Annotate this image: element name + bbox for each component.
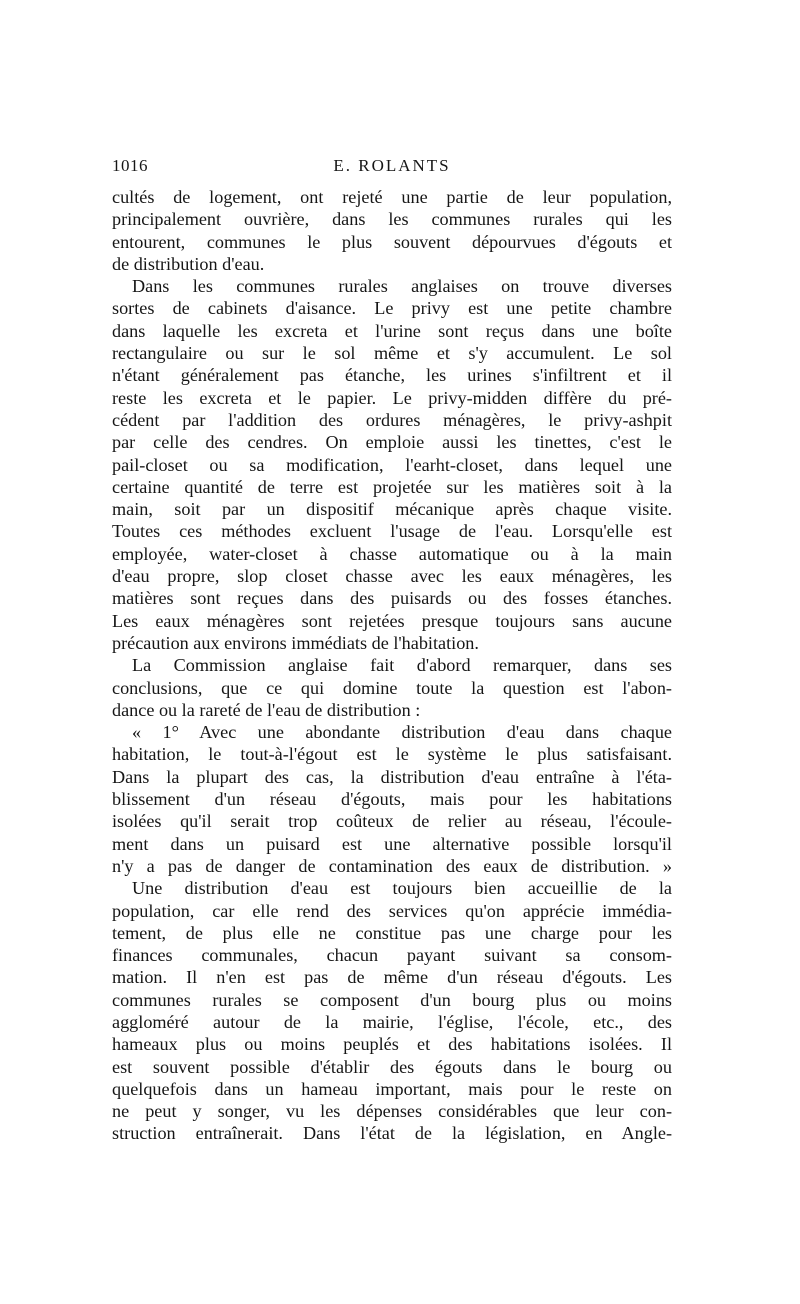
text-line: de distribution d'eau. bbox=[112, 253, 265, 274]
text-line: n'y a pas de danger de contamination des eaux de distribution. » bbox=[112, 855, 672, 876]
text-line: communes rurales se composent d'un bourg plus ou moins bbox=[112, 989, 672, 1010]
text-line: quelquefois dans un hameau important, mais pour le reste on bbox=[112, 1078, 672, 1099]
page-number: 1016 bbox=[112, 156, 148, 175]
text-line: struction entraînerait. Dans l'état de la législation, en Angle- bbox=[112, 1123, 672, 1144]
text-line: Les eaux ménagères sont rejetées presque toujours sans aucune bbox=[112, 610, 672, 631]
text-line: aggloméré autour de la mairie, l'église, l'école, etc., des bbox=[112, 1011, 672, 1032]
running-head bbox=[112, 156, 672, 180]
text-line: n'étant généralement pas étanche, les urines s'infiltrent et il bbox=[112, 365, 672, 386]
text-line: d'eau propre, slop closet chasse avec les eaux ménagères, les bbox=[112, 566, 672, 587]
text-line: par celle des cendres. On emploie aussi les tinettes, c'est le bbox=[112, 432, 672, 453]
text-line: employée, water-closet à chasse automatique ou à la main bbox=[112, 543, 672, 564]
text-line: Une distribution d'eau est toujours bien accueillie de la bbox=[132, 878, 672, 899]
text-line: principalement ouvrière, dans les communes rurales qui les bbox=[112, 209, 672, 230]
text-line: Toutes ces méthodes excluent l'usage de l'eau. Lorsqu'elle est bbox=[112, 521, 672, 542]
text-line: rectangulaire ou sur le sol même et s'y accumulent. Le sol bbox=[112, 343, 672, 364]
text-line: reste les excreta et le papier. Le privy-midden diffère du pré- bbox=[112, 387, 672, 408]
text-line: cédent par l'addition des ordures ménagères, le privy-ashpit bbox=[112, 409, 672, 430]
text-line: mation. Il n'en est pas de même d'un réseau d'égouts. Les bbox=[112, 967, 672, 988]
text-line: main, soit par un dispositif mécanique après chaque visite. bbox=[112, 499, 672, 520]
text-line: entourent, communes le plus souvent dépourvues d'égouts et bbox=[112, 231, 672, 252]
text-line: finances communales, chacun payant suivant sa consom- bbox=[112, 945, 672, 966]
text-line: « 1° Avec une abondante distribution d'eau dans chaque bbox=[132, 722, 672, 743]
text-line: La Commission anglaise fait d'abord remarquer, dans ses bbox=[132, 655, 672, 676]
text-line: précaution aux environs immédiats de l'habitation. bbox=[112, 632, 479, 653]
text-line: certaine quantité de terre est projetée sur les matières soit à la bbox=[112, 476, 672, 497]
text-line: est souvent possible d'établir des égouts dans le bourg ou bbox=[112, 1056, 672, 1077]
text-line: pail-closet ou sa modification, l'earht-closet, dans lequel une bbox=[112, 454, 672, 475]
text-line: tement, de plus elle ne constitue pas une charge pour les bbox=[112, 922, 672, 943]
text-line: ne peut y songer, vu les dépenses considérables que leur con- bbox=[112, 1101, 672, 1122]
text-line: matières sont reçues dans des puisards ou des fosses étanches. bbox=[112, 588, 672, 609]
text-line: cultés de logement, ont rejeté une partie de leur population, bbox=[112, 187, 672, 207]
text-line: population, car elle rend des services qu'on apprécie immédia- bbox=[112, 900, 672, 921]
text-line: dance ou la rareté de l'eau de distribution : bbox=[112, 699, 421, 720]
body-text bbox=[112, 186, 672, 1145]
text-line: isolées qu'il serait trop coûteux de relier au réseau, l'écoule- bbox=[112, 811, 672, 832]
text-line: blissement d'un réseau d'égouts, mais pour les habitations bbox=[112, 789, 672, 810]
text-line: Dans la plupart des cas, la distribution d'eau entraîne à l'éta- bbox=[112, 766, 672, 787]
text-line: ment dans un puisard est une alternative possible lorsqu'il bbox=[112, 833, 672, 854]
text-line: habitation, le tout-à-l'égout est le système le plus satisfaisant. bbox=[112, 744, 672, 765]
text-line: hameaux plus ou moins peuplés et des habitations isolées. Il bbox=[112, 1034, 672, 1055]
text-line: sortes de cabinets d'aisance. Le privy est une petite chambre bbox=[112, 298, 672, 319]
text-line: conclusions, que ce qui domine toute la question est l'abon- bbox=[112, 677, 672, 698]
running-head-author: E. ROLANTS bbox=[333, 156, 451, 175]
text-line: dans laquelle les excreta et l'urine sont reçus dans une boîte bbox=[112, 320, 672, 341]
text-line: Dans les communes rurales anglaises on trouve diverses bbox=[132, 276, 672, 297]
